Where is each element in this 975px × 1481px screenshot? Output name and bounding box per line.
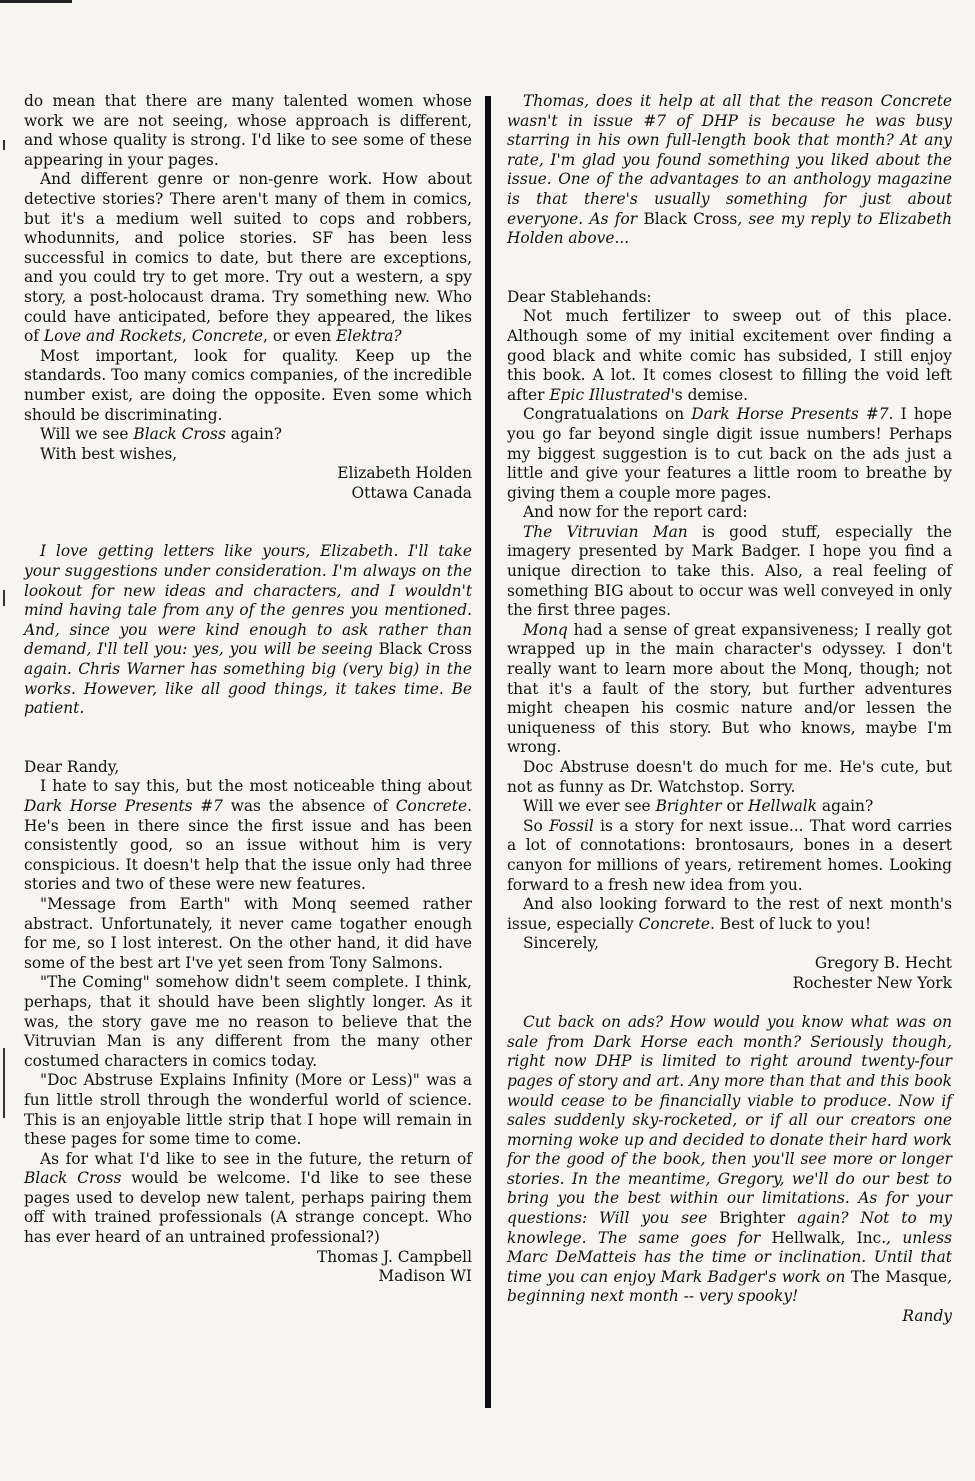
letter3-paragraph: Doc Abstruse doesn't do much for me. He's cute, but not as funny as Dr. Watchstop. Sorry. [507, 758, 952, 796]
top-edge-mark [0, 0, 72, 3]
editor-reply-3-signature: Randy [902, 1307, 952, 1326]
letter1-closing: With best wishes, [40, 444, 178, 463]
letter3-paragraph: Not much fertilizer to sweep out of this place. Although some of my initial excitement over finding a good black and white comic has subsided, I still enjoy this book. A lot. It comes closest to filling the void left after Epic Illustrated's demise. [507, 307, 952, 404]
letter3-paragraph: Monq had a sense of great expansiveness; I really got wrapped up in the main character's odyssey. I don't really want to learn more about the Monq, though; not that it's a fault of the story, but further adventures might cheapen his cosmic nature and/or lessen the uniqueness of this story. But who knows, maybe I'm wrong. [507, 620, 952, 757]
letter3-paragraph: Congratualations on Dark Horse Presents #7. I hope you go far beyond single digit issue numbers! Perhaps my biggest suggestion is to cut back on the ads just a little and give your features a little room to breathe by giving them a couple more pages. [507, 405, 952, 502]
letter3-closing: Sincerely, [523, 934, 600, 953]
letter2-paragraph: "The Coming" somehow didn't seem complete. I think, perhaps, that it should have been slightly longer. As it was, the story gave me no reason to believe that the Vitruvian Man is any different from the many other costumed characters in comics today. [24, 973, 472, 1070]
letter3-paragraph: Will we ever see Brighter or Hellwalk again? [523, 797, 874, 816]
letter2-signature-name: Thomas J. Campbell [317, 1247, 472, 1266]
letter2-salutation: Dear Randy, [24, 757, 120, 776]
letter2-paragraph: "Message from Earth" with Monq seemed rather abstract. Unfortunately, it never came togather enough for me, so I lost interest. On the other hand, it did have some of the best art I've yet seen from Tony Salmons. [24, 894, 472, 972]
letter2-signature-place: Madison WI [378, 1267, 472, 1286]
letter3-paragraph: The Vitruvian Man is good stuff, especially the imagery presented by Mark Badger. I hope you find a unique direction to take this. Also, a real feeling of something BIG about to occur was well conveyed in only the first three pages. [507, 522, 952, 620]
editor-reply-2: Thomas, does it help at all that the reason Concrete wasn't in issue #7 of DHP is because he was busy starring in his own full-length book that month? At any rate, I'm glad you found something you liked about the issue. One of the advantages to an anthology magazine is that there's usually something for just about everyone. As for Black Cross, see my reply to Elizabeth Holden above... [507, 92, 952, 248]
letter2-paragraph: "Doc Abstruse Explains Infinity (More or Less)" was a fun little stroll through the wonderful world of science. This is an enjoyable little strip that I hope will remain in these pages for some time to come. [24, 1071, 472, 1149]
letter3-salutation: Dear Stablehands: [507, 287, 652, 306]
editor-reply-1: I love getting letters like yours, Elizabeth. I'll take your suggestions under consideration. I'm always on the lookout for new ideas and characters, and I wouldn't mind having tale from any of the genres you mentioned. And, since you were kind enough to ask rather than demand, I'll tell you: yes, you will be seeing Black Cross again. Chris Warner has something big (very big) in the works. However, like all good things, it takes time. Be patient. [24, 542, 472, 718]
scan-edge-mark [3, 1048, 5, 1118]
letter2-paragraph: As for what I'd like to see in the future, the return of Black Cross would be welcome. I'd like to see these pages used to develop new talent, perhaps pairing them off with trained professionals (A strange concept. Who has ever heard of an untrained professional?) [24, 1149, 472, 1247]
letter3-signature-name: Gregory B. Hecht [814, 953, 952, 972]
column-divider [485, 96, 491, 1408]
editor-reply-3: Cut back on ads? How would you know what was on sale from Dark Horse each month? Seriously though, right now DHP is limited to right around twenty-four pages of story and art. Any more than that and this book would cease to be financially viable to produce. Now if sales suddenly sky-rocketed, or if all our creators one morning woke up and decided to donate their hard work for the good of the book, then you'll see more or longer stories. In the meantime, Gregory, we'll do our best to bring you the best within our limitations. As for your questions: Will you see Brighter again? Not to my knowlege. The same goes for Hellwalk, Inc., unless Marc DeMatteis has the time or inclination. Until that time you can enjoy Mark Badger's work on The Masque, beginning next month -- very spooky! [507, 1013, 953, 1306]
scan-edge-mark [3, 590, 5, 606]
scan-edge-mark [3, 140, 5, 150]
letter1-paragraph: Most important, look for quality. Keep up the standards. Too many comics companies, of the incredible number exist, are doing the opposite. Even some which should be discriminating. [24, 346, 472, 424]
letter1-signature-place: Ottawa Canada [351, 483, 472, 502]
letter3-signature-place: Rochester New York [792, 973, 952, 992]
letter3-paragraph: And now for the report card: [523, 503, 748, 522]
letter1-paragraph: do mean that there are many talented women whose work we are not seeing, whose approach is different, and whose quality is strong. I'd like to see some of these appearing in your pages. [24, 92, 472, 169]
letter1-paragraph: And different genre or non-genre work. How about detective stories? There aren't many of them in comics, but it's a medium well suited to cops and robbers, whodunnits, and police stories. SF has been less successful in comics to date, but there are exceptions, and you could try to get more. Try out a western, a spy story, a post-holocaust drama. Try something new. Who could have anticipated, before they appeared, the likes of Love and Rockets, Concrete, or even Elektra? [24, 170, 472, 346]
letter2-paragraph: I hate to say this, but the most noticeable thing about Dark Horse Presents #7 was the absence of Concrete. He's been in there since the first issue and has been consistently good, so an issue without him is very conspicious. It doesn't help that the issue only had three stories and two of these were new features. [24, 777, 472, 894]
letter3-paragraph: And also looking forward to the rest of next month's issue, especially Concrete. Best of luck to you! [507, 895, 952, 933]
right-column [507, 92, 952, 1327]
letter3-paragraph: So Fossil is a story for next issue... That word carries a lot of connotations: brontosaurs, bones in a desert canyon for millions of years, retirement homes. Looking forward to a fresh new idea from you. [507, 816, 952, 894]
letter1-paragraph: Will we see Black Cross again? [40, 425, 283, 444]
left-column [24, 92, 472, 1287]
letter1-signature-name: Elizabeth Holden [337, 464, 472, 483]
